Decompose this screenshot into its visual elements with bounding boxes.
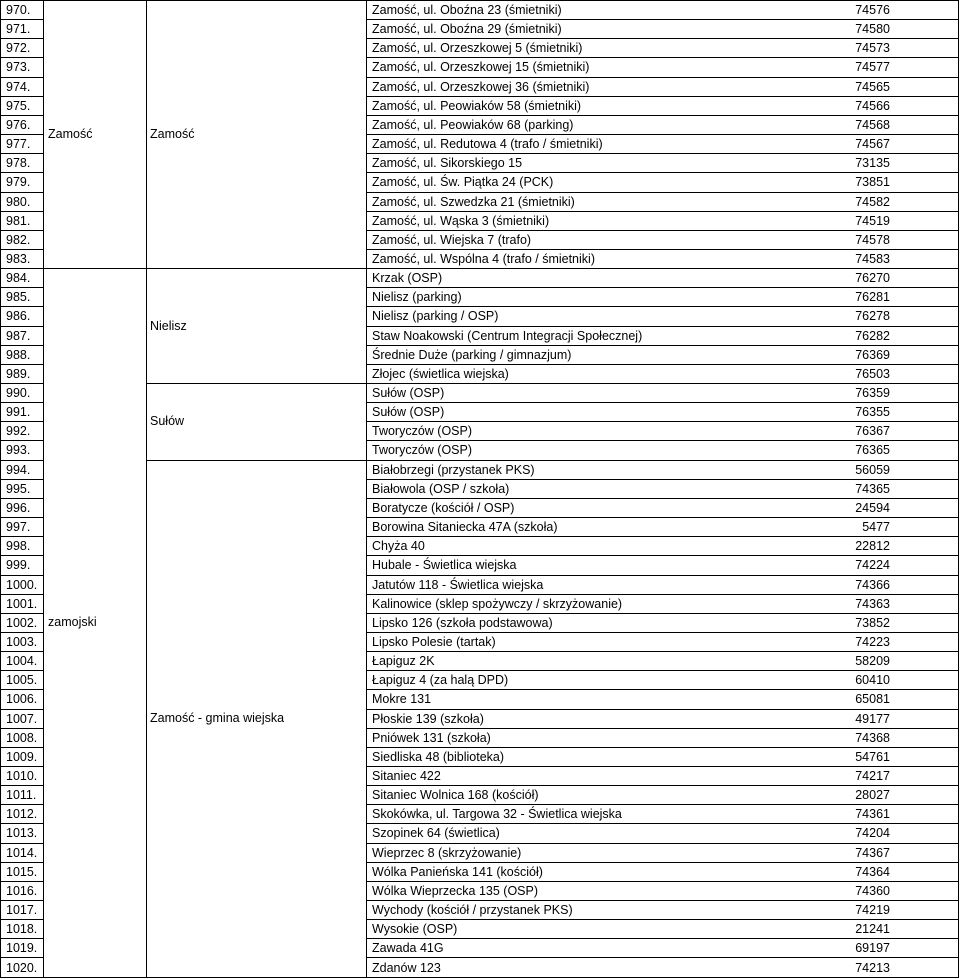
row-number: 1020. xyxy=(6,960,38,975)
column-line xyxy=(0,0,1,978)
row-number: 980. xyxy=(6,194,31,209)
row-number: 1004. xyxy=(6,654,38,669)
code-cell: 74366 xyxy=(855,577,890,592)
location-cell: Wychody (kościół / przystanek PKS) xyxy=(372,903,573,918)
row-line xyxy=(0,306,43,307)
row-line xyxy=(366,900,958,901)
row-number: 1014. xyxy=(6,845,38,860)
code-cell: 76359 xyxy=(855,386,890,400)
code-cell: 74365 xyxy=(855,481,890,496)
row-line xyxy=(0,689,43,690)
location-cell: Staw Noakowski (Centrum Integracji Społecznej) xyxy=(372,328,643,343)
code-cell: 74567 xyxy=(855,137,890,152)
row-number: 992. xyxy=(6,424,31,439)
code-cell: 74367 xyxy=(855,845,890,860)
row-number: 1012. xyxy=(6,807,38,822)
code-cell: 74578 xyxy=(855,232,890,247)
location-cell: Zdanów 123 xyxy=(372,960,441,975)
location-cell: Wieprzec 8 (skrzyżowanie) xyxy=(372,845,522,860)
column-line xyxy=(366,0,367,978)
row-number: 1017. xyxy=(6,903,38,918)
location-cell: Zamość, ul. Peowiaków 68 (parking) xyxy=(372,117,574,132)
location-cell: Skokówka, ul. Targowa 32 - Świetlica wiejska xyxy=(372,807,622,822)
row-number: 989. xyxy=(6,366,31,381)
row-line xyxy=(366,211,958,212)
row-line xyxy=(366,670,958,671)
location-cell: Zamość, ul. Orzeszkowej 5 (śmietniki) xyxy=(372,41,583,56)
location-cell: Lipsko Polesie (tartak) xyxy=(372,634,496,649)
row-line xyxy=(0,536,43,537)
row-number: 982. xyxy=(6,232,31,247)
row-number: 984. xyxy=(6,271,31,286)
row-number: 1007. xyxy=(6,711,38,726)
row-line xyxy=(366,364,958,365)
row-number: 1002. xyxy=(6,615,38,630)
row-line xyxy=(366,709,958,710)
row-line xyxy=(0,326,43,327)
location-cell: Jatutów 118 - Świetlica wiejska xyxy=(372,577,544,592)
row-number: 1018. xyxy=(6,922,38,937)
row-number: 974. xyxy=(6,79,31,94)
code-cell: 56059 xyxy=(855,462,890,477)
row-line xyxy=(0,460,43,461)
powiat-label: zamojski xyxy=(48,615,97,630)
row-line xyxy=(366,689,958,690)
row-line xyxy=(0,594,43,595)
row-line xyxy=(0,919,43,920)
row-number: 1011. xyxy=(6,788,37,803)
code-cell: 74568 xyxy=(855,117,890,132)
row-line xyxy=(0,479,43,480)
row-line xyxy=(366,96,958,97)
location-cell: Sułów (OSP) xyxy=(372,405,445,420)
gmina-label: Nielisz xyxy=(150,318,187,333)
gmina-label: Sułów xyxy=(150,414,185,429)
row-number: 976. xyxy=(6,117,31,132)
row-number: 991. xyxy=(6,405,31,420)
column-line xyxy=(146,0,147,978)
row-line xyxy=(366,919,958,920)
code-cell: 54761 xyxy=(855,749,890,764)
row-number: 979. xyxy=(6,175,31,190)
location-cell: Siedliska 48 (biblioteka) xyxy=(372,749,505,764)
row-line xyxy=(0,345,43,346)
row-line xyxy=(0,728,43,729)
location-cell: Sitaniec 422 xyxy=(372,769,441,783)
row-line xyxy=(0,230,43,231)
row-line xyxy=(366,115,958,116)
location-cell: Szopinek 64 (świetlica) xyxy=(372,826,500,841)
location-cell: Łapiguz 2K xyxy=(372,654,435,669)
row-line xyxy=(366,862,958,863)
location-cell: Pniówek 131 (szkoła) xyxy=(372,730,491,745)
row-line xyxy=(0,900,43,901)
row-line xyxy=(366,881,958,882)
row-line xyxy=(366,594,958,595)
row-number: 988. xyxy=(6,347,31,362)
row-line xyxy=(146,268,366,269)
row-number: 1019. xyxy=(6,941,38,956)
row-line xyxy=(366,230,958,231)
row-number: 997. xyxy=(6,520,31,535)
row-line xyxy=(366,843,958,844)
location-cell: Białowola (OSP / szkoła) xyxy=(372,481,510,496)
row-line xyxy=(366,536,958,537)
location-cell: Zamość, ul. Orzeszkowej 15 (śmietniki) xyxy=(372,60,590,75)
code-cell: 74364 xyxy=(855,864,890,879)
gmina-label: Zamość xyxy=(150,127,195,142)
code-cell: 74580 xyxy=(855,22,890,37)
code-cell: 76367 xyxy=(855,424,890,439)
row-line xyxy=(0,632,43,633)
row-number: 971. xyxy=(6,22,31,37)
row-line xyxy=(366,38,958,39)
row-number: 1013. xyxy=(6,826,38,841)
row-number: 987. xyxy=(6,328,31,343)
row-line xyxy=(0,651,43,652)
row-line xyxy=(366,134,958,135)
code-cell: 76270 xyxy=(855,271,890,286)
row-line xyxy=(366,785,958,786)
row-line xyxy=(0,498,43,499)
row-line xyxy=(0,96,43,97)
location-cell: Boratycze (kościół / OSP) xyxy=(372,500,515,515)
row-line xyxy=(0,804,43,805)
row-line xyxy=(366,77,958,78)
row-line xyxy=(0,517,43,518)
code-cell: 22812 xyxy=(855,539,890,554)
row-line xyxy=(366,977,958,978)
row-line xyxy=(366,57,958,58)
gmina-label: Zamość - gmina wiejska xyxy=(150,711,285,726)
row-line xyxy=(0,287,43,288)
location-cell: Hubale - Świetlica wiejska xyxy=(372,558,517,573)
code-cell: 69197 xyxy=(855,941,890,956)
row-line xyxy=(0,57,43,58)
row-line xyxy=(366,172,958,173)
row-line xyxy=(366,517,958,518)
row-line xyxy=(0,957,43,958)
row-line xyxy=(0,747,43,748)
location-cell: Wólka Wieprzecka 135 (OSP) xyxy=(372,883,539,898)
row-number: 995. xyxy=(6,481,31,496)
location-cell: Tworyczów (OSP) xyxy=(372,424,473,439)
row-line xyxy=(366,153,958,154)
row-line xyxy=(0,938,43,939)
code-cell: 60410 xyxy=(855,673,890,688)
code-cell: 5477 xyxy=(862,520,890,535)
location-cell: Białobrzegi (przystanek PKS) xyxy=(372,462,535,477)
row-line xyxy=(366,632,958,633)
row-line xyxy=(0,211,43,212)
row-line xyxy=(366,460,958,461)
row-line xyxy=(366,479,958,480)
row-line xyxy=(366,402,958,403)
location-cell: Złojec (świetlica wiejska) xyxy=(372,366,509,381)
row-line xyxy=(366,747,958,748)
row-line xyxy=(43,977,146,978)
row-number: 985. xyxy=(6,290,31,305)
location-cell: Średnie Duże (parking / gimnazjum) xyxy=(372,347,572,362)
code-cell: 74573 xyxy=(855,41,890,56)
row-line xyxy=(0,766,43,767)
location-cell: Wólka Panieńska 141 (kościół) xyxy=(372,864,543,879)
row-line xyxy=(366,823,958,824)
code-cell: 74217 xyxy=(855,769,890,783)
column-line xyxy=(43,0,44,978)
row-number: 993. xyxy=(6,443,31,458)
row-line xyxy=(366,804,958,805)
row-line xyxy=(366,268,958,269)
row-number: 973. xyxy=(6,60,31,75)
location-cell: Zamość, ul. Wiejska 7 (trafo) xyxy=(372,232,532,247)
location-cell: Lipsko 126 (szkoła podstawowa) xyxy=(372,615,553,630)
row-line xyxy=(43,0,146,1)
code-cell: 73851 xyxy=(855,175,890,190)
location-cell: Zamość, ul. Wspólna 4 (trafo / śmietniki) xyxy=(372,251,595,266)
row-line xyxy=(146,460,366,461)
row-line xyxy=(0,38,43,39)
row-line xyxy=(0,0,43,1)
row-line xyxy=(0,785,43,786)
location-cell: Zamość, ul. Wąska 3 (śmietniki) xyxy=(372,213,550,228)
row-number: 981. xyxy=(6,213,31,228)
row-number: 998. xyxy=(6,539,31,554)
location-cell: Sułów (OSP) xyxy=(372,386,445,400)
row-line xyxy=(0,268,43,269)
row-line xyxy=(0,383,43,384)
row-line xyxy=(43,268,146,269)
row-number: 1003. xyxy=(6,634,38,649)
row-number: 977. xyxy=(6,137,31,152)
row-line xyxy=(366,728,958,729)
row-line xyxy=(0,19,43,20)
code-cell: 74361 xyxy=(855,807,890,822)
code-cell: 76365 xyxy=(855,443,890,458)
row-number: 996. xyxy=(6,500,31,515)
row-line xyxy=(0,575,43,576)
row-line xyxy=(366,287,958,288)
row-line xyxy=(366,555,958,556)
code-cell: 28027 xyxy=(855,788,890,803)
code-cell: 76503 xyxy=(855,366,890,381)
row-line xyxy=(0,249,43,250)
row-line xyxy=(0,977,43,978)
row-line xyxy=(0,440,43,441)
location-cell: Sitaniec Wolnica 168 (kościół) xyxy=(372,788,539,803)
row-number: 1005. xyxy=(6,673,38,688)
row-number: 983. xyxy=(6,251,31,266)
location-cell: Zamość, ul. Peowiaków 58 (śmietniki) xyxy=(372,98,582,113)
row-line xyxy=(366,249,958,250)
code-cell: 65081 xyxy=(855,692,890,707)
row-number: 975. xyxy=(6,98,31,113)
row-line xyxy=(366,957,958,958)
row-number: 990. xyxy=(6,386,31,400)
row-line xyxy=(0,709,43,710)
location-cell: Nielisz (parking) xyxy=(372,290,462,305)
location-cell: Płoskie 139 (szkoła) xyxy=(372,711,484,726)
code-cell: 74224 xyxy=(855,558,890,573)
code-cell: 74204 xyxy=(855,826,890,841)
code-cell: 49177 xyxy=(855,711,890,726)
code-cell: 74360 xyxy=(855,883,890,898)
location-cell: Wysokie (OSP) xyxy=(372,922,458,937)
row-line xyxy=(366,575,958,576)
row-line xyxy=(0,881,43,882)
row-number: 1009. xyxy=(6,749,38,764)
code-cell: 74223 xyxy=(855,634,890,649)
row-line xyxy=(0,364,43,365)
row-number: 999. xyxy=(6,558,31,573)
location-cell: Kalinowice (sklep spożywczy / skrzyżowanie) xyxy=(372,596,623,611)
location-cell: Zamość, ul. Sikorskiego 15 xyxy=(372,156,523,171)
column-line xyxy=(958,0,959,978)
code-cell: 73852 xyxy=(855,615,890,630)
row-line xyxy=(0,172,43,173)
code-cell: 24594 xyxy=(855,500,890,515)
row-number: 1000. xyxy=(6,577,38,592)
row-line xyxy=(366,345,958,346)
code-cell: 74219 xyxy=(855,903,890,918)
row-line xyxy=(366,613,958,614)
code-cell: 74582 xyxy=(855,194,890,209)
row-number: 986. xyxy=(6,309,31,324)
location-cell: Zamość, ul. Orzeszkowej 36 (śmietniki) xyxy=(372,79,590,94)
row-number: 978. xyxy=(6,156,31,171)
code-cell: 21241 xyxy=(855,922,890,937)
row-line xyxy=(0,134,43,135)
row-number: 994. xyxy=(6,462,31,477)
row-line xyxy=(0,862,43,863)
row-line xyxy=(366,440,958,441)
code-cell: 74363 xyxy=(855,596,890,611)
code-cell: 76355 xyxy=(855,405,890,420)
row-line xyxy=(0,843,43,844)
row-line xyxy=(366,306,958,307)
powiat-label: Zamość xyxy=(48,127,93,142)
row-number: 970. xyxy=(6,3,31,17)
location-cell: Zawada 41G xyxy=(372,941,444,956)
row-line xyxy=(366,651,958,652)
row-line xyxy=(366,421,958,422)
row-line xyxy=(0,77,43,78)
row-line xyxy=(366,0,958,1)
row-line xyxy=(366,498,958,499)
row-line xyxy=(0,823,43,824)
row-number: 1001. xyxy=(6,596,38,611)
code-cell: 74519 xyxy=(855,213,890,228)
row-number: 1015. xyxy=(6,864,38,879)
location-cell: Tworyczów (OSP) xyxy=(372,443,473,458)
code-cell: 76369 xyxy=(855,347,890,362)
code-cell: 74576 xyxy=(855,3,890,17)
row-number: 1010. xyxy=(6,769,38,783)
location-cell: Nielisz (parking / OSP) xyxy=(372,309,499,324)
row-line xyxy=(0,192,43,193)
code-cell: 74368 xyxy=(855,730,890,745)
row-number: 1006. xyxy=(6,692,38,707)
row-line xyxy=(0,670,43,671)
location-cell: Borowina Sitaniecka 47A (szkoła) xyxy=(372,520,558,535)
location-cell: Zamość, ul. Redutowa 4 (trafo / śmietniki) xyxy=(372,137,603,152)
code-cell: 74577 xyxy=(855,60,890,75)
code-cell: 74213 xyxy=(855,960,890,975)
row-line xyxy=(366,19,958,20)
location-cell: Zamość, ul. Oboźna 29 (śmietniki) xyxy=(372,22,562,37)
row-line xyxy=(366,766,958,767)
code-cell: 58209 xyxy=(855,654,890,669)
code-cell: 76278 xyxy=(855,309,890,324)
row-line xyxy=(366,938,958,939)
row-number: 972. xyxy=(6,41,31,56)
code-cell: 74583 xyxy=(855,251,890,266)
row-line xyxy=(146,0,366,1)
location-cell: Zamość, ul. Św. Piątka 24 (PCK) xyxy=(372,175,554,190)
code-cell: 76281 xyxy=(855,290,890,305)
row-line xyxy=(146,383,366,384)
location-cell: Zamość, ul. Szwedzka 21 (śmietniki) xyxy=(372,194,575,209)
row-line xyxy=(0,115,43,116)
location-cell: Zamość, ul. Oboźna 23 (śmietniki) xyxy=(372,3,562,17)
row-line xyxy=(0,421,43,422)
row-line xyxy=(366,192,958,193)
code-cell: 74565 xyxy=(855,79,890,94)
row-number: 1016. xyxy=(6,883,38,898)
row-line xyxy=(366,383,958,384)
row-line xyxy=(0,153,43,154)
row-line xyxy=(0,555,43,556)
code-cell: 74566 xyxy=(855,98,890,113)
code-cell: 76282 xyxy=(855,328,890,343)
row-line xyxy=(0,402,43,403)
row-line xyxy=(146,977,366,978)
location-cell: Mokre 131 xyxy=(372,692,432,707)
location-cell: Krzak (OSP) xyxy=(372,271,443,286)
row-number: 1008. xyxy=(6,730,38,745)
row-line xyxy=(0,613,43,614)
location-cell: Chyża 40 xyxy=(372,539,425,554)
location-cell: Łapiguz 4 (za halą DPD) xyxy=(372,673,509,688)
code-cell: 73135 xyxy=(855,156,890,171)
row-line xyxy=(366,326,958,327)
